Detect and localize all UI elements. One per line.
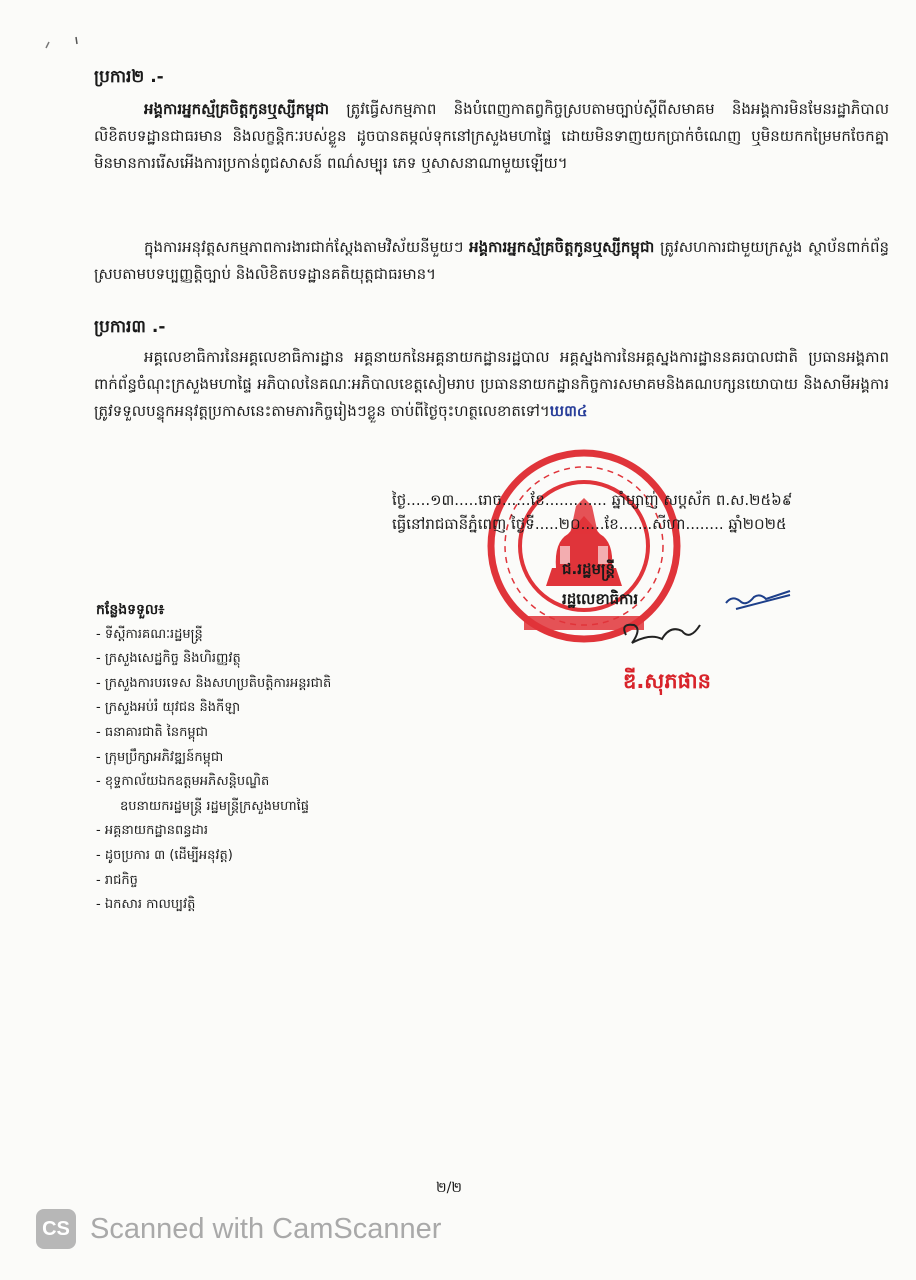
recipient-item: - អគ្គនាយកដ្ឋានពន្ធដារ [96,823,208,839]
recipient-item: - ធនាគារជាតិ នៃកម្ពុជា [96,724,208,740]
lunar-date: ថ្ងៃ.....១៣.....រោច......ខែ............. ឆ្នាំម្សាញ់ សប្តស័ក ព.ស.២៥៦៩ [392,491,793,509]
section2-paragraph-1-text: ត្រូវធ្វើសកម្មភាព និងបំពេញកាតព្វកិច្ចស្របតាមច្បាប់ស្តីពីសមាគម និងអង្គការមិនមែនរដ្ឋាភិបាល លិខិតបទដ្ឋានជាធរមាន និងលក្ខន្តិកៈរបស់ខ្លួន ដូចបានតម្កល់ទុកនៅក្រសួងមហាផ្ទៃ ដោយមិនទាញយកប្រាក់ចំណេញ ឬមិនយកកម្រៃមកចែកគ្នា មិនមានការរើសអើងការប្រកាន់ពូជសាសន៍ ពណ៌សម្បុរ ភេទ ឬសាសនាណាមួយឡើយ។ [94,100,889,172]
camscanner-text: Scanned with CamScanner [90,1212,442,1245]
handwritten-mark: ឃ៣៤ [549,402,588,420]
recipients-title: កន្លែងទទួល៖ [96,602,165,618]
recipient-item: - រាជកិច្ច [96,872,138,888]
page-number: ២/២ [436,1180,462,1196]
camscanner-watermark [36,1207,441,1251]
recipient-item-continued: ឧបនាយករដ្ឋមន្ត្រី រដ្ឋមន្ត្រីក្រសួងមហាផ្ទៃ [120,798,310,814]
section2-paragraph-2-intro: ក្នុងការអនុវត្តសកម្មភាពការងារជាក់ស្តែងតាមវិស័យនីមួយៗ [144,238,470,256]
recipients-list [96,598,331,918]
organization-name: អង្គការអ្នកស្ម័គ្រចិត្តកូនឬស្សីកម្ពុជា [144,100,330,118]
signature-title-secretary: រដ្ឋលេខាធិការ [562,590,639,608]
section2-heading: ប្រការ២ .- [94,67,164,87]
organization-name-2: អង្គការអ្នកស្ម័គ្រចិត្តកូនឬស្សីកម្ពុជា [469,238,655,256]
section3-heading: ប្រការ៣ .- [94,317,166,337]
handwritten-signature [590,585,810,665]
solar-date: ធ្វើនៅរាជធានីភ្នំពេញ ថ្ងៃទី.....២០.....ខែ.......សីហា........ ឆ្នាំ២០២៥ [392,515,787,533]
scan-speck-1 [46,42,49,48]
section2-paragraph-2 [94,234,889,288]
recipient-item: - ទីស្តីការគណៈរដ្ឋមន្ត្រី [96,626,203,642]
recipient-item: - ដូចប្រការ ៣ (ដើម្បីអនុវត្ត) [96,847,233,863]
section2-paragraph-1 [94,96,889,177]
recipient-item: - ក្រសួងអប់រំ យុវជន និងកីឡា [96,700,241,716]
date-block [392,488,892,536]
recipient-item: - ខុទ្ទកាល័យឯកឧត្តមអភិសន្តិបណ្ឌិត [96,774,270,790]
section2-paragraph-2-text: ត្រូវសហការជាមួយក្រសួង ស្ថាប័នពាក់ព័ន្ធ ស្របតាមបទប្បញ្ញត្តិច្បាប់ និងលិខិតបទដ្ឋានគតិយុត្តជាធរមាន។ [94,238,889,283]
camscanner-logo-icon: CS [36,1209,76,1249]
recipient-item: - ក្រុមប្រឹក្សាអភិវឌ្ឍន៍កម្ពុជា [96,749,224,765]
recipient-item: - ក្រសួងសេដ្ឋកិច្ច និងហិរញ្ញវត្ថុ [96,651,241,667]
section3-paragraph [94,344,889,425]
section3-paragraph-text: អគ្គលេខាធិការនៃអគ្គលេខាធិការដ្ឋាន អគ្គនាយកនៃអគ្គនាយកដ្ឋានរដ្ឋបាល អគ្គស្នងការនៃអគ្គស្នងការដ្ឋាននគរបាលជាតិ ប្រធានអង្គភាពពាក់ព័ន្ធចំណុះក្រសួងមហាផ្ទៃ អភិបាលនៃគណៈអភិបាលខេត្តសៀមរាប ប្រធាននាយកដ្ឋានកិច្ចការសមាគមនិងគណបក្សនយោបាយ និងសាមីអង្គការត្រូវទទួលបន្ទុកអនុវត្តប្រកាសនេះតាមភារកិច្ចរៀងៗខ្លួន ចាប់ពីថ្ងៃចុះហត្ថលេខាតទៅ។ [94,348,889,420]
scan-speck-2 [76,37,77,44]
signature-title-minister: ជ.រដ្ឋមន្ត្រី [562,560,616,578]
signer-name: ឌី.សុភផាន [623,669,711,693]
recipient-item: - ក្រសួងការបរទេស និងសហប្រតិបត្តិការអន្តរជាតិ [96,675,332,691]
recipient-item: - ឯកសារ កាលប្បវត្តិ [96,897,196,913]
